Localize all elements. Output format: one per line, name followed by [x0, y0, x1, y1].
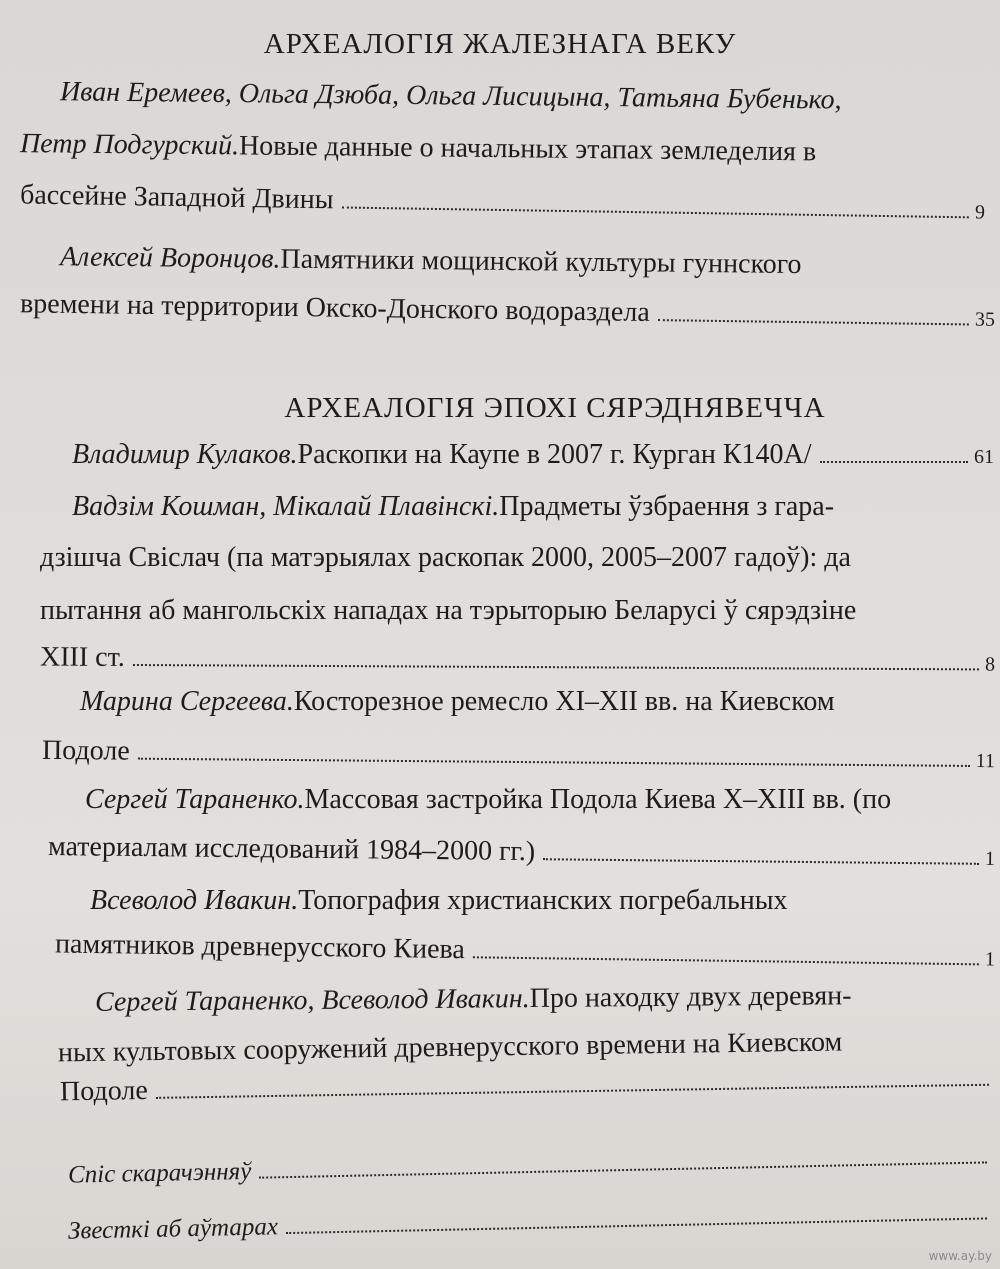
toc-entry-line[interactable] — [55, 927, 995, 976]
leader-dots — [820, 460, 968, 463]
entry-authors: Всеволод Ивакин. — [90, 885, 299, 916]
entry-authors: Вадзім Кошман, Мікалай Плавінскі. — [72, 491, 500, 522]
toc-entry-line[interactable] — [20, 287, 995, 337]
toc-entry-line[interactable] — [48, 830, 995, 876]
entry-authors: Петр Подгурский. — [19, 128, 240, 162]
site-watermark: www.ay.by — [928, 1249, 992, 1263]
toc-entry-line[interactable] — [72, 438, 994, 474]
page-number: 11 — [975, 749, 996, 773]
toc-entry-line — [72, 490, 962, 524]
entry-title: Про находку двух деревян- — [529, 980, 852, 1015]
entry-title: Подоле — [59, 1074, 148, 1108]
toc-entry-line — [80, 685, 970, 719]
entry-title: XIII ст. — [39, 641, 125, 673]
entry-title: ных культовых сооружений древнерусского времени на Киевском — [57, 1026, 843, 1069]
toc-entry-line[interactable] — [42, 734, 995, 778]
toc-entry-line — [40, 541, 965, 575]
toc-entry-line — [90, 884, 975, 918]
entry-authors: Сергей Тараненко, Всеволод Ивакин. — [94, 983, 530, 1018]
entry-title: Памятники мощинской культуры гуннского — [280, 243, 802, 281]
entry-title: Прадметы ўзбраення з гара- — [499, 491, 835, 522]
leader-dots — [286, 1216, 987, 1234]
section-heading-iron-age: АРХЕАЛОГІЯ ЖАЛЕЗНАГА ВЕКУ — [263, 28, 737, 60]
page-number: 8 — [984, 653, 996, 676]
entry-authors: Марина Сергеева. — [80, 686, 294, 717]
entry-title: Новые данные о начальных этапах земледелия в — [238, 130, 817, 168]
toc-entry-line — [85, 783, 975, 817]
toc-entry-line — [60, 240, 960, 283]
entry-title: бассейне Западной Двины — [19, 179, 334, 216]
toc-entry-authors-info[interactable] — [68, 1198, 993, 1245]
entry-authors: Алексей Воронцов. — [59, 241, 281, 275]
page-number: 61 — [974, 446, 994, 468]
entry-authors: Иван Еремеев, Ольга Дзюба, Ольга Лисицына, Татьяна Бубенько, — [59, 76, 842, 116]
leader-dots — [156, 1083, 989, 1099]
toc-entry-line — [20, 127, 960, 171]
entry-title: Косторезное ремесло XI–XII вв. на Киевском — [293, 686, 835, 717]
toc-entry-line[interactable] — [20, 178, 985, 229]
leader-dots — [138, 757, 970, 767]
toc-entry-line — [95, 978, 975, 1020]
leader-dots — [543, 857, 979, 865]
entry-title: времени на территории Окско-Донского водораздела — [19, 288, 650, 328]
page-number: 1 — [984, 948, 996, 971]
entry-title: Топография христианских погребальных — [298, 885, 788, 916]
leader-dots — [259, 1160, 987, 1178]
page-number: 9 — [974, 201, 986, 224]
toc-entry-abbreviations[interactable] — [68, 1142, 993, 1189]
leader-dots — [133, 663, 979, 670]
entry-title: Звесткі аб аўтарах — [67, 1213, 279, 1245]
entry-title: Подоле — [41, 734, 130, 767]
entry-title: пытання аб мангольскіх нападах на тэрыторыю Беларусі ў сярэдзіне — [40, 595, 857, 626]
entry-title: Раскопки на Каупе в 2007 г. Курган К140А/ — [297, 439, 812, 470]
toc-entry-line — [60, 75, 960, 118]
toc-entry-line[interactable] — [40, 641, 995, 682]
section-heading-middle-ages: АРХЕАЛОГІЯ ЭПОХІ СЯРЭДНЯВЕЧЧА — [284, 392, 826, 424]
toc-entry-line — [40, 594, 965, 628]
entry-title: Массовая застройка Подола Киева X–XIII вв. (по — [304, 784, 892, 815]
page-number: 35 — [974, 308, 996, 331]
entry-title: материалам исследований 1984–2000 гг.) — [47, 831, 536, 868]
entry-title: Спіс скарачэнняў — [67, 1157, 252, 1189]
entry-authors: Сергей Тараненко. — [85, 784, 305, 815]
entry-title: дзішча Свіслач (па матэрыялах раскопак 2000, 2005–2007 гадоў): да — [40, 542, 851, 573]
leader-dots — [341, 205, 968, 218]
entry-authors: Владимир Кулаков. — [72, 439, 298, 470]
leader-dots — [473, 955, 979, 965]
page-number: 1 — [984, 847, 996, 870]
leader-dots — [658, 318, 969, 325]
entry-title: памятников древнерусского Киева — [54, 928, 465, 966]
